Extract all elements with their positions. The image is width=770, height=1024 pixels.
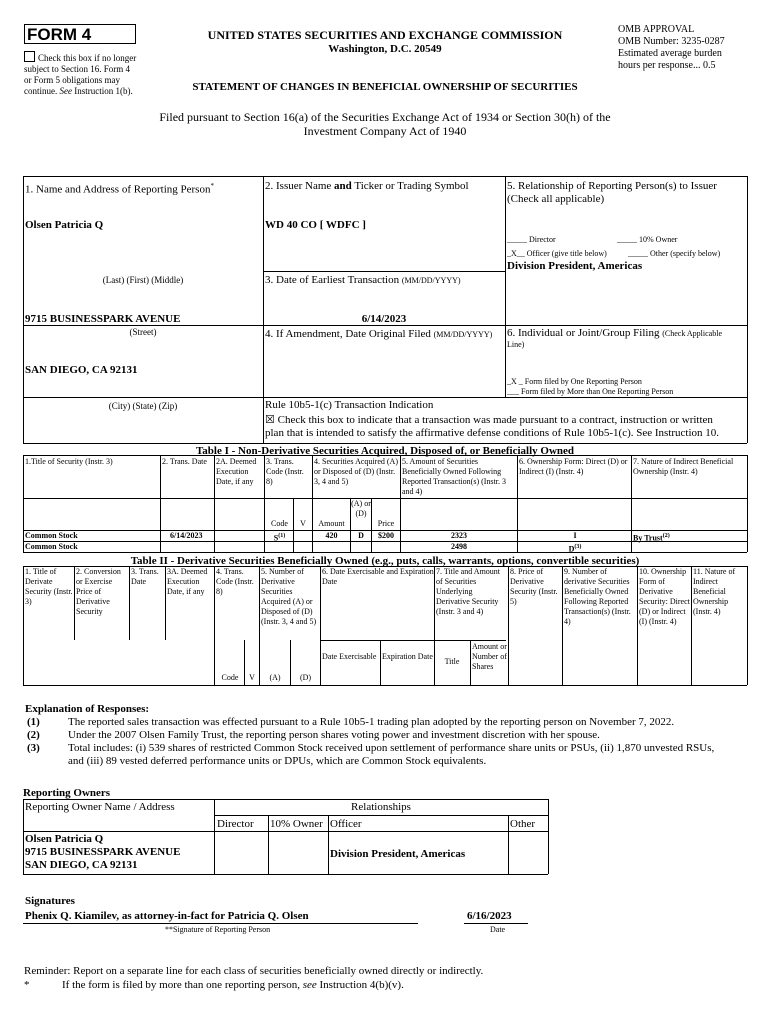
- t1-r2-title: Common Stock: [25, 542, 78, 551]
- reporting-person-street: 9715 BUSINESSPARK AVENUE: [25, 313, 181, 325]
- omb-line1: OMB APPROVAL: [618, 24, 695, 35]
- table1-title: Table I - Non-Derivative Securities Acquired, Disposed of, or Beneficially Owned: [195, 445, 575, 457]
- filed-line1: Filed pursuant to Section 16(a) of the Securities Exchange Act of 1934 or Section 30(h) of the: [159, 110, 611, 124]
- filing-option-one: _X _ Form filed by One Reporting Person: [507, 377, 642, 386]
- t2-h-exercisable: 6. Date Exercisable and Expiration Date: [322, 567, 434, 586]
- name-parts-label: (Last) (First) (Middle): [102, 275, 184, 285]
- owner-address: Olsen Patricia Q 9715 BUSINESSPARK AVENUE SAN DIEGO, CA 92131: [25, 833, 181, 871]
- director-option: _____ Director: [507, 235, 556, 244]
- t1-r1-form: I: [573, 531, 577, 540]
- reporting-person-name: Olsen Patricia Q: [25, 219, 104, 231]
- t2-h-owned: 9. Number of derivative Securities Beneficially Owned Following Reported Transaction(s) (Instr. 4): [564, 567, 631, 626]
- filed-pursuant: [100, 110, 670, 138]
- owners-col-name: Reporting Owner Name / Address: [25, 801, 175, 813]
- explanation-item: (1) The reported sales transaction was effected pursuant to a Rule 10b5-1 trading plan adopted by the reporting person on November 7, 2022.: [27, 716, 675, 728]
- t2-h-price: 8. Price of Derivative Security (Instr. 5): [510, 567, 558, 606]
- t1-h-form: 6. Ownership Form: Direct (D) or Indirect (I) (Instr. 4): [519, 457, 628, 476]
- t1-r2-owned: 2498: [451, 542, 467, 551]
- t1-h-code: 3. Trans. Code (Instr. 8): [266, 457, 304, 486]
- ten-pct-option: _____ 10% Owner: [617, 235, 678, 244]
- t2-h-date: 3. Trans. Date: [131, 567, 159, 586]
- explanation-item: (3) Total includes: (i) 539 shares of restricted Common Stock received upon settlement of performance share units or PSUs, (ii) 1,870 unvested RSUs,: [27, 742, 715, 754]
- t1-r1-price: $200: [378, 531, 394, 540]
- checkbox-instructions: [24, 51, 164, 97]
- t1-r1-code: $S^{(1)}$: [273, 533, 286, 543]
- t1-sh-v: V: [300, 519, 306, 528]
- checkbox-text-3: or Form 5 obligations may: [24, 75, 120, 85]
- owner-officer-title: Division President, Americas: [330, 848, 466, 860]
- owners-col-officer: Officer: [330, 818, 362, 830]
- rule-title: Rule 10b5-1(c) Transaction Indication: [265, 399, 434, 411]
- t2-sh-date-ex: Date Exercisable: [322, 652, 377, 661]
- t1-h-deemed: 2A. Deemed Execution Date, if any: [216, 457, 257, 486]
- t2-h-number: 5. Number of Derivative Securities Acquired (A) or Disposed of (D) (Instr. 3, 4 and 5): [261, 567, 317, 626]
- owners-heading: Reporting Owners: [23, 787, 111, 799]
- section6-label: 6. Individual or Joint/Group Filing (Check Applicable Line): [507, 327, 722, 349]
- t1-h-title: 1.Title of Security (Instr. 3): [25, 457, 113, 466]
- t1-sh-amount: Amount: [318, 519, 345, 528]
- t1-h-acquired: 4. Securities Acquired (A) or Disposed of (D) (Instr. 3, 4 and 5): [314, 457, 398, 486]
- owners-col-other: Other: [510, 818, 536, 830]
- t2-sh-amount: Amount or Number of Shares: [472, 642, 507, 671]
- footnote-text: If the form is filed by more than one reporting person, see Instruction 4(b)(v).: [62, 979, 404, 991]
- explanation-item: (2) Under the 2007 Olsen Family Trust, the reporting person shares voting power and investment discretion with her spouse.: [27, 729, 600, 741]
- omb-line3: Estimated average burden: [618, 48, 722, 59]
- t1-sh-code: Code: [271, 519, 288, 528]
- t2-h-conversion: 2. Conversion or Exercise Price of Derivative Security: [76, 567, 121, 616]
- t2-sh-d: (D): [299, 673, 312, 682]
- t1-h-nature: 7. Nature of Indirect Beneficial Ownership (Instr. 4): [633, 457, 734, 476]
- agency-line2: Washington, D.C. 20549: [328, 43, 442, 55]
- omb-line2: OMB Number: 3235-0287: [618, 36, 725, 47]
- table2-title: Table II - Derivative Securities Beneficially Owned (e.g., puts, calls, warrants, options, convertible securities): [130, 555, 640, 567]
- date-label: Date: [490, 925, 506, 934]
- t2-h-form: 10. Ownership Form of Derivative Security: Direct (D) or Indirect (I) (Instr. 4): [639, 567, 690, 626]
- signature-date: 6/16/2023: [467, 910, 512, 922]
- filing-option-multiple: ___ Form filed by More than One Reporting Person: [507, 387, 674, 396]
- earliest-transaction-date: 6/14/2023: [361, 313, 407, 325]
- filed-line2: Investment Company Act of 1940: [303, 124, 467, 138]
- street-label: (Street): [129, 327, 157, 337]
- t1-r1-amount: 420: [325, 531, 338, 540]
- form-title: FORM 4: [24, 24, 136, 44]
- t1-r1-aord: D: [358, 531, 364, 540]
- section5-label: 5. Relationship of Reporting Person(s) to Issuer (Check all applicable): [507, 180, 717, 205]
- section1-label: 1. Name and Address of Reporting Person*: [25, 182, 214, 196]
- checkbox-text-2: subject to Section 16. Form 4: [24, 64, 130, 74]
- owners-col-director: Director: [217, 818, 254, 830]
- t1-r1-date: 6/14/2023: [170, 531, 203, 540]
- t1-r1-nature: By Trust$^{(2)}$: [633, 533, 670, 543]
- t1-r1-owned: 2323: [451, 531, 467, 540]
- footnote-star: *: [24, 979, 30, 991]
- checkbox-text-1: Check this box if no longer: [38, 53, 137, 63]
- omb-approval: [618, 24, 758, 72]
- omb-line4: hours per response... 0.5: [618, 60, 716, 71]
- t2-h-underlying: 7. Title and Amount of Securities Underlying Derivative Security (Instr. 3 and 4): [436, 567, 501, 616]
- t1-r2-form: $D^{(3)}$: [568, 544, 582, 554]
- reminder: Reminder: Report on a separate line for each class of securities beneficially owned directly or indirectly.: [24, 965, 484, 977]
- t2-h-nature: 11. Nature of Indirect Beneficial Ownership (Instr. 4): [693, 567, 736, 616]
- t2-sh-a: (A): [269, 673, 281, 682]
- section16-checkbox[interactable]: [24, 51, 35, 62]
- t1-h-date: 2. Trans. Date: [162, 457, 207, 466]
- rule-checkbox[interactable]: ☒: [265, 414, 275, 426]
- t2-sh-title: Title: [444, 657, 460, 666]
- city-label: (City) (State) (Zip): [108, 401, 178, 411]
- owners-col-relationships: Relationships: [351, 801, 411, 813]
- t1-sh-price: Price: [377, 519, 395, 528]
- section2-label: 2. Issuer Name and Ticker or Trading Symbol: [265, 180, 469, 192]
- rule-checkbox-text: ☒ Check this box to indicate that a transaction was made pursuant to a contract, instruction or written plan that is intended to satisfy the affirmative defense conditions of Rule 10b5-1(c). See Instruction 10.: [265, 414, 720, 439]
- statement-title: STATEMENT OF CHANGES IN BENEFICIAL OWNERSHIP OF SECURITIES: [192, 81, 578, 93]
- checkbox-text-4b: See: [59, 86, 72, 96]
- signatures-heading: Signatures: [25, 895, 75, 907]
- t2-sh-exp: Expiration Date: [382, 652, 433, 661]
- explanation-heading: Explanation of Responses:: [25, 703, 150, 715]
- explanation-list: [25, 716, 747, 768]
- officer-title: Division President, Americas: [507, 260, 643, 272]
- signature-text: Phenix Q. Kiamilev, as attorney-in-fact for Patricia Q. Olsen: [25, 910, 309, 922]
- checkbox-text-4a: continue.: [24, 86, 58, 96]
- section3-label: 3. Date of Earliest Transaction (MM/DD/YYYY): [265, 274, 461, 286]
- t1-r1-title: Common Stock: [25, 531, 78, 540]
- t1-h-owned: 5. Amount of Securities Beneficially Owned Following Reported Transaction(s) (Instr. 3 and 4): [402, 457, 506, 496]
- explanation-item: and (iii) 89 vested deferred performance units or DPUs, which are Common Stock equivalents.: [68, 755, 487, 767]
- t2-h-title: 1. Title of Derivate Security (Instr. 3): [25, 567, 73, 606]
- other-option: _____ Other (specify below): [628, 249, 721, 258]
- owners-col-10pct: 10% Owner: [270, 818, 323, 830]
- t1-sh-aord: (A) or (D): [351, 499, 371, 518]
- t2-sh-v: V: [249, 673, 255, 682]
- reporting-person-city: SAN DIEGO, CA 92131: [25, 364, 138, 376]
- agency-line1: UNITED STATES SECURITIES AND EXCHANGE COMMISSION: [207, 28, 563, 42]
- t2-sh-code: Code: [221, 673, 239, 682]
- t2-h-code: 4. Trans. Code (Instr. 8): [216, 567, 254, 596]
- t2-h-deemed: 3A. Deemed Execution Date, if any: [167, 567, 208, 596]
- section4-label: 4. If Amendment, Date Original Filed (MM/DD/YYYY): [265, 328, 493, 340]
- issuer-name: WD 40 CO [ WDFC ]: [265, 219, 366, 231]
- checkbox-text-4c: Instruction 1(b).: [74, 86, 133, 96]
- officer-option: _X__ Officer (give title below): [507, 249, 607, 258]
- signature-label: **Signature of Reporting Person: [165, 925, 271, 934]
